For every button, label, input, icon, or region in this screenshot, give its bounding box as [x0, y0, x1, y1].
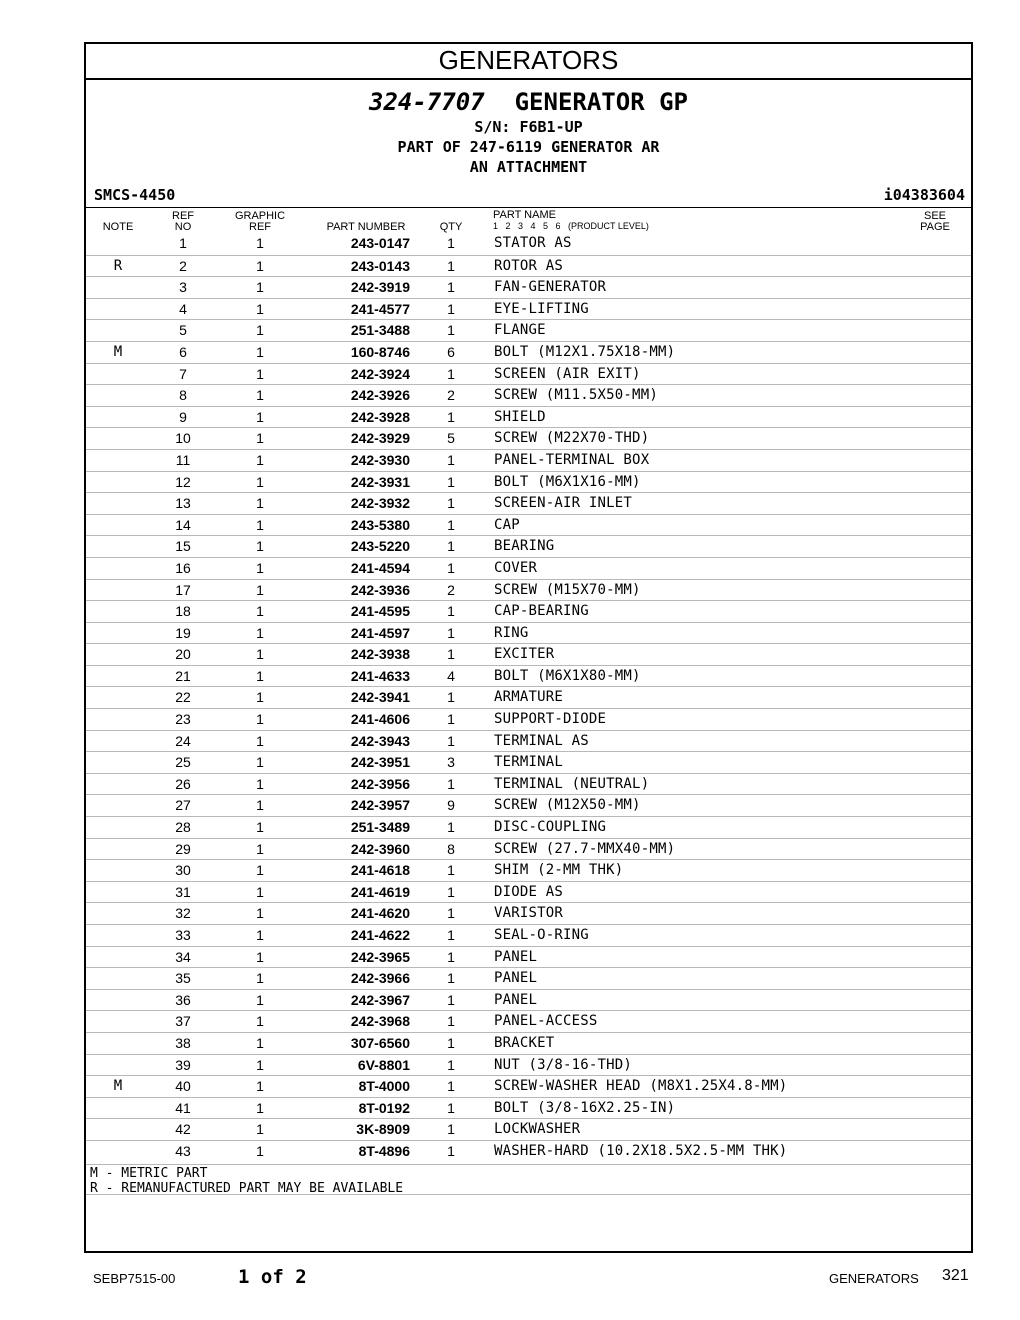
col-header-graphic-bottom: REF — [249, 221, 271, 233]
ref-number: 24 — [175, 732, 191, 749]
part-number-link[interactable]: 242-3941 — [350, 689, 410, 706]
part-number-link[interactable]: 242-3943 — [350, 732, 410, 749]
graphic-ref: 1 — [256, 1078, 264, 1095]
part-note: M — [113, 1078, 123, 1095]
graphic-ref: 1 — [256, 862, 264, 879]
part-name: SCREW (M15X70-MM) — [494, 581, 641, 598]
part-number-link[interactable]: 251-3488 — [350, 322, 410, 339]
table-row — [86, 794, 971, 816]
part-number-link[interactable]: 160-8746 — [350, 343, 410, 360]
ref-number: 41 — [175, 1099, 191, 1116]
quantity: 1 — [447, 538, 455, 555]
table-row — [86, 341, 971, 363]
part-number-link[interactable]: 242-3932 — [350, 495, 410, 512]
part-name: TERMINAL — [494, 754, 564, 771]
ref-number: 29 — [175, 840, 191, 857]
table-row — [86, 406, 971, 428]
ref-number: 3 — [179, 279, 187, 296]
quantity: 1 — [447, 624, 455, 641]
part-name: BOLT (M6X1X80-MM) — [494, 667, 641, 684]
part-number-link[interactable]: 242-3928 — [350, 408, 410, 425]
quantity: 1 — [447, 257, 455, 274]
part-name: SCREW (M11.5X50-MM) — [494, 387, 658, 404]
quantity: 1 — [447, 883, 455, 900]
part-name: BOLT (M12X1.75X18-MM) — [494, 343, 676, 360]
notes-legend — [90, 1166, 971, 1196]
part-number-link[interactable]: 242-3967 — [350, 991, 410, 1008]
ref-number: 17 — [175, 581, 191, 598]
part-name: BEARING — [494, 538, 555, 555]
part-number-link[interactable]: 243-0143 — [350, 257, 410, 274]
col-header-part-number: PART NUMBER — [326, 221, 406, 233]
part-name: PANEL-ACCESS — [494, 1013, 598, 1030]
quantity: 1 — [447, 1056, 455, 1073]
ref-number: 5 — [179, 322, 187, 339]
part-number-link[interactable]: 242-3919 — [350, 279, 410, 296]
quantity: 4 — [447, 667, 455, 684]
part-number-link[interactable]: 242-3956 — [350, 775, 410, 792]
table-row — [86, 471, 971, 493]
part-number-link[interactable]: 241-4619 — [350, 883, 410, 900]
graphic-ref: 1 — [256, 1121, 264, 1138]
part-name: PANEL — [494, 948, 538, 965]
illustration-id: i04383604 — [883, 186, 965, 204]
col-header-graphic — [228, 211, 292, 233]
table-row — [86, 492, 971, 514]
table-row — [86, 665, 971, 687]
attachment-line: AN ATTACHMENT — [469, 158, 588, 176]
ref-number: 40 — [175, 1078, 191, 1095]
part-number-link[interactable]: 242-3924 — [350, 365, 410, 382]
ref-number: 34 — [175, 948, 191, 965]
quantity: 9 — [447, 797, 455, 814]
part-number-link[interactable]: 6V-8801 — [357, 1056, 410, 1073]
quantity: 1 — [447, 559, 455, 576]
part-number-link[interactable]: 242-3951 — [350, 754, 410, 771]
table-row — [86, 1140, 971, 1162]
quantity: 1 — [447, 1034, 455, 1051]
quantity: 2 — [447, 581, 455, 598]
quantity: 1 — [447, 300, 455, 317]
table-row — [86, 708, 971, 730]
part-number-link[interactable]: 8T-0192 — [358, 1099, 410, 1116]
ref-number: 14 — [175, 516, 191, 533]
table-row — [86, 363, 971, 385]
part-number-link[interactable]: 243-5220 — [350, 538, 410, 555]
col-header-ref-top: REF — [172, 210, 194, 222]
part-number-link[interactable]: 242-3965 — [350, 948, 410, 965]
graphic-ref: 1 — [256, 775, 264, 792]
part-number-link[interactable]: 307-6560 — [350, 1034, 410, 1051]
ref-number: 43 — [175, 1142, 191, 1159]
ref-number: 35 — [175, 970, 191, 987]
section-title: GENERATORS — [86, 44, 971, 80]
part-number-link[interactable]: 242-3926 — [350, 387, 410, 404]
graphic-ref: 1 — [256, 430, 264, 447]
part-number-link[interactable]: 242-3966 — [350, 970, 410, 987]
part-name: LOCKWASHER — [494, 1121, 581, 1138]
graphic-ref: 1 — [256, 581, 264, 598]
legend-divider-bottom — [86, 1194, 971, 1195]
quantity: 1 — [447, 1013, 455, 1030]
graphic-ref: 1 — [256, 1142, 264, 1159]
part-name: SCREEN (AIR EXIT) — [494, 365, 641, 382]
col-header-ref-bottom: NO — [174, 221, 192, 233]
graphic-ref: 1 — [256, 991, 264, 1008]
ref-number: 26 — [175, 775, 191, 792]
part-name: TERMINAL AS — [494, 732, 589, 749]
graphic-ref: 1 — [256, 279, 264, 296]
part-name: ARMATURE — [494, 689, 564, 706]
part-name: SHIELD — [494, 408, 546, 425]
table-row — [86, 838, 971, 860]
quantity: 8 — [447, 840, 455, 857]
part-name: DISC-COUPLING — [494, 819, 607, 836]
table-row — [86, 233, 971, 255]
part-number-link[interactable]: 8T-4000 — [358, 1078, 410, 1095]
part-name: SCREW (M12X50-MM) — [494, 797, 641, 814]
ref-number: 2 — [179, 257, 187, 274]
ref-number: 6 — [179, 343, 187, 360]
table-row — [86, 298, 971, 320]
graphic-ref: 1 — [256, 689, 264, 706]
table-row — [86, 1032, 971, 1054]
table-row — [86, 859, 971, 881]
ref-number: 42 — [175, 1121, 191, 1138]
ref-number: 16 — [175, 559, 191, 576]
part-number-link[interactable]: 242-3968 — [350, 1013, 410, 1030]
quantity: 1 — [447, 970, 455, 987]
ref-number: 21 — [175, 667, 191, 684]
part-number-link[interactable]: 241-4620 — [350, 905, 410, 922]
serial-range: S/N: F6B1-UP — [474, 118, 583, 136]
ref-number: 38 — [175, 1034, 191, 1051]
part-name: EXCITER — [494, 646, 555, 663]
table-row — [86, 600, 971, 622]
table-row — [86, 881, 971, 903]
ref-number: 31 — [175, 883, 191, 900]
quantity: 1 — [447, 775, 455, 792]
graphic-ref: 1 — [256, 603, 264, 620]
table-row — [86, 1075, 971, 1097]
part-number-link[interactable]: 242-3930 — [350, 451, 410, 468]
part-name: COVER — [494, 559, 538, 576]
table-row — [86, 1054, 971, 1076]
ref-number: 32 — [175, 905, 191, 922]
part-of-line: PART OF 247-6119 GENERATOR AR — [397, 138, 660, 156]
col-header-note: NOTE — [102, 221, 134, 233]
graphic-ref: 1 — [256, 1013, 264, 1030]
quantity: 1 — [447, 646, 455, 663]
quantity: 1 — [447, 948, 455, 965]
part-name: PANEL — [494, 991, 538, 1008]
part-name: BOLT (3/8-16X2.25-IN) — [494, 1099, 676, 1116]
part-name: PANEL — [494, 970, 538, 987]
table-row — [86, 622, 971, 644]
graphic-ref: 1 — [256, 235, 264, 251]
graphic-ref: 1 — [256, 819, 264, 836]
table-row — [86, 579, 971, 601]
part-name: NUT (3/8-16-THD) — [494, 1056, 633, 1073]
footer-page-number: 321 — [942, 1267, 969, 1284]
part-name: SCREW (27.7-MMX40-MM) — [494, 840, 676, 857]
quantity: 1 — [447, 451, 455, 468]
col-header-part-name — [493, 210, 793, 232]
graphic-ref: 1 — [256, 646, 264, 663]
table-row — [86, 643, 971, 665]
table-row — [86, 816, 971, 838]
graphic-ref: 1 — [256, 495, 264, 512]
part-number-link[interactable]: 241-4606 — [350, 711, 410, 728]
part-name: VARISTOR — [494, 905, 564, 922]
ref-number: 9 — [179, 408, 187, 425]
part-name: FAN-GENERATOR — [494, 279, 607, 296]
part-number-link[interactable]: 242-3957 — [350, 797, 410, 814]
quantity: 1 — [447, 1099, 455, 1116]
ref-number: 27 — [175, 797, 191, 814]
ref-number: 28 — [175, 819, 191, 836]
ref-number: 15 — [175, 538, 191, 555]
part-number-link[interactable]: 242-3929 — [350, 430, 410, 447]
ref-number: 25 — [175, 754, 191, 771]
graphic-ref: 1 — [256, 970, 264, 987]
part-name: FLANGE — [494, 322, 546, 339]
quantity: 1 — [447, 1121, 455, 1138]
graphic-ref: 1 — [256, 516, 264, 533]
table-row — [86, 427, 971, 449]
table-row — [86, 924, 971, 946]
part-number-link[interactable]: 251-3489 — [350, 819, 410, 836]
table-row — [86, 773, 971, 795]
quantity: 1 — [447, 991, 455, 1008]
table-row — [86, 1118, 971, 1140]
table-row — [86, 535, 971, 557]
graphic-ref: 1 — [256, 797, 264, 814]
part-number-link[interactable]: 241-4622 — [350, 927, 410, 943]
part-name: STATOR AS — [494, 235, 572, 251]
graphic-ref: 1 — [256, 948, 264, 965]
quantity: 1 — [447, 235, 455, 251]
graphic-ref: 1 — [256, 365, 264, 382]
part-number-link[interactable]: 241-4577 — [350, 300, 410, 317]
quantity: 1 — [447, 279, 455, 296]
part-number-link[interactable]: 241-4594 — [350, 559, 410, 576]
graphic-ref: 1 — [256, 343, 264, 360]
graphic-ref: 1 — [256, 451, 264, 468]
table-row — [86, 514, 971, 536]
part-name: ROTOR AS — [494, 257, 564, 274]
table-row — [86, 902, 971, 924]
part-number-link[interactable]: 8T-4896 — [358, 1142, 410, 1159]
table-row — [86, 449, 971, 471]
col-header-graphic-top: GRAPHIC — [234, 210, 286, 222]
ref-number: 39 — [175, 1056, 191, 1073]
legend-divider-top — [86, 1164, 971, 1165]
part-name: CAP-BEARING — [494, 603, 589, 620]
graphic-ref: 1 — [256, 905, 264, 922]
part-number-link[interactable]: 241-4595 — [350, 603, 410, 620]
group-name: GENERATOR GP — [514, 88, 688, 116]
col-header-qty: QTY — [439, 221, 463, 233]
quantity: 1 — [447, 862, 455, 879]
graphic-ref: 1 — [256, 300, 264, 317]
ref-number: 12 — [175, 473, 191, 490]
parts-list — [86, 233, 971, 1162]
quantity: 1 — [447, 905, 455, 922]
ref-number: 19 — [175, 624, 191, 641]
graphic-ref: 1 — [256, 257, 264, 274]
ref-number: 20 — [175, 646, 191, 663]
part-name: EYE-LIFTING — [494, 300, 589, 317]
quantity: 6 — [447, 343, 455, 360]
ref-number: 10 — [175, 430, 191, 447]
part-name: SCREEN-AIR INLET — [494, 495, 633, 512]
quantity: 1 — [447, 689, 455, 706]
ref-number: 1 — [179, 235, 187, 251]
part-name: PANEL-TERMINAL BOX — [494, 451, 650, 468]
col-header-ref — [158, 211, 208, 233]
part-name: SEAL-O-RING — [494, 927, 589, 943]
part-number-link[interactable]: 243-5380 — [350, 516, 410, 533]
col-header-product-levels: 1 2 3 4 5 6 (PRODUCT LEVEL) — [493, 221, 649, 231]
col-header-see-bottom: PAGE — [920, 221, 950, 233]
quantity: 1 — [447, 732, 455, 749]
ref-number: 7 — [179, 365, 187, 382]
graphic-ref: 1 — [256, 624, 264, 641]
part-name: TERMINAL (NEUTRAL) — [494, 775, 650, 792]
graphic-ref: 1 — [256, 1034, 264, 1051]
quantity: 5 — [447, 430, 455, 447]
table-row — [86, 384, 971, 406]
part-number-link[interactable]: 241-4618 — [350, 862, 410, 879]
graphic-ref: 1 — [256, 322, 264, 339]
table-row — [86, 1010, 971, 1032]
part-note: M — [113, 343, 123, 360]
part-name: DIODE AS — [494, 883, 564, 900]
part-number-link[interactable]: 242-3931 — [350, 473, 410, 490]
quantity: 1 — [447, 711, 455, 728]
part-name: SUPPORT-DIODE — [494, 711, 607, 728]
group-heading — [86, 88, 971, 116]
graphic-ref: 1 — [256, 538, 264, 555]
quantity: 1 — [447, 603, 455, 620]
graphic-ref: 1 — [256, 732, 264, 749]
table-row — [86, 557, 971, 579]
graphic-ref: 1 — [256, 1056, 264, 1073]
parts-page-frame — [84, 42, 973, 1253]
part-number-link[interactable]: 241-4633 — [350, 667, 410, 684]
part-name: SCREW-WASHER HEAD (M8X1.25X4.8-MM) — [494, 1078, 788, 1095]
ref-number: 4 — [179, 300, 187, 317]
smcs-code: SMCS-4450 — [94, 186, 176, 204]
part-name: SHIM (2-MM THK) — [494, 862, 624, 879]
part-name: RING — [494, 624, 529, 641]
footer-section-name: GENERATORS — [829, 1271, 919, 1286]
part-number-link[interactable]: 243-0147 — [350, 235, 410, 251]
table-row — [86, 319, 971, 341]
graphic-ref: 1 — [256, 754, 264, 771]
legend-reman: R - REMANUFACTURED PART MAY BE AVAILABLE — [90, 1181, 404, 1196]
graphic-ref: 1 — [256, 711, 264, 728]
graphic-ref: 1 — [256, 927, 264, 943]
quantity: 1 — [447, 927, 455, 943]
table-row — [86, 276, 971, 298]
header-divider — [86, 207, 971, 208]
ref-number: 18 — [175, 603, 191, 620]
ref-number: 8 — [179, 387, 187, 404]
part-name: BRACKET — [494, 1034, 555, 1051]
quantity: 2 — [447, 387, 455, 404]
ref-number: 37 — [175, 1013, 191, 1030]
part-name: BOLT (M6X1X16-MM) — [494, 473, 641, 490]
part-number-link[interactable]: 241-4597 — [350, 624, 410, 641]
part-number-link[interactable]: 242-3960 — [350, 840, 410, 857]
graphic-ref: 1 — [256, 473, 264, 490]
part-name: CAP — [494, 516, 520, 533]
table-row — [86, 730, 971, 752]
ref-number: 36 — [175, 991, 191, 1008]
graphic-ref: 1 — [256, 883, 264, 900]
quantity: 1 — [447, 819, 455, 836]
part-name: WASHER-HARD (10.2X18.5X2.5-MM THK) — [494, 1142, 788, 1159]
col-header-see-top: SEE — [923, 210, 946, 222]
table-row — [86, 989, 971, 1011]
page-of-indicator: 1 of 2 — [238, 1266, 307, 1288]
ref-number: 22 — [175, 689, 191, 706]
part-number-link[interactable]: 3K-8909 — [356, 1121, 410, 1138]
graphic-ref: 1 — [256, 387, 264, 404]
ref-number: 30 — [175, 862, 191, 879]
quantity: 1 — [447, 1142, 455, 1159]
legend-metric: M - METRIC PART — [90, 1166, 208, 1181]
col-header-part-name-label: PART NAME — [493, 209, 556, 221]
graphic-ref: 1 — [256, 667, 264, 684]
graphic-ref: 1 — [256, 559, 264, 576]
table-row — [86, 751, 971, 773]
quantity: 3 — [447, 754, 455, 771]
part-note: R — [113, 257, 123, 274]
col-header-see-page — [915, 211, 955, 233]
graphic-ref: 1 — [256, 1099, 264, 1116]
ref-number: 11 — [175, 451, 191, 468]
part-number-link[interactable]: 242-3936 — [350, 581, 410, 598]
table-row — [86, 946, 971, 968]
part-number-link[interactable]: 242-3938 — [350, 646, 410, 663]
part-name: SCREW (M22X70-THD) — [494, 430, 650, 447]
group-part-number[interactable]: 324-7707 — [369, 88, 485, 116]
ref-number: 13 — [175, 495, 191, 512]
graphic-ref: 1 — [256, 408, 264, 425]
graphic-ref: 1 — [256, 840, 264, 857]
ref-number: 23 — [175, 711, 191, 728]
table-row — [86, 255, 971, 277]
table-row — [86, 967, 971, 989]
table-row — [86, 686, 971, 708]
table-row — [86, 1097, 971, 1119]
quantity: 1 — [447, 516, 455, 533]
quantity: 1 — [447, 408, 455, 425]
quantity: 1 — [447, 322, 455, 339]
quantity: 1 — [447, 365, 455, 382]
quantity: 1 — [447, 495, 455, 512]
quantity: 1 — [447, 1078, 455, 1095]
document-number: SEBP7515-00 — [93, 1271, 176, 1286]
quantity: 1 — [447, 473, 455, 490]
ref-number: 33 — [175, 927, 191, 943]
